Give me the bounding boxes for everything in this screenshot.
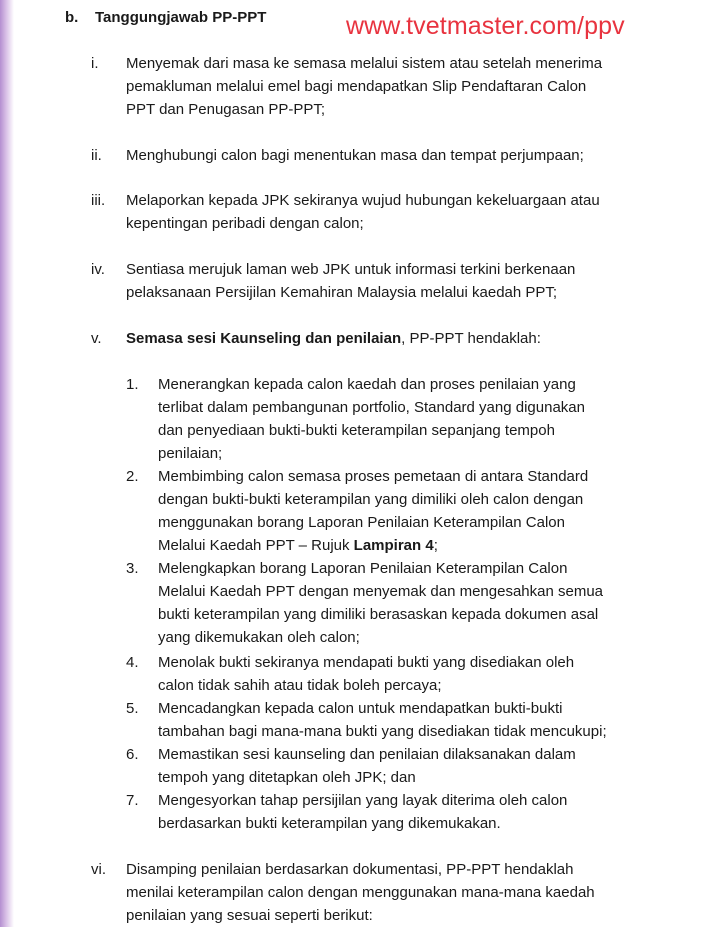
item-text: [126, 858, 651, 927]
subitem-number: 5.: [126, 700, 139, 717]
subitem-2: [126, 465, 656, 557]
text-line: kepentingan peribadi dengan calon;: [126, 215, 364, 232]
text-line: yang dikemukakan oleh calon;: [158, 629, 360, 646]
text-line: Membimbing calon semasa proses pemetaan di antara Standard: [158, 468, 589, 485]
text-line: tambahan bagi mana-mana bukti yang disediakan tidak mencukupi;: [158, 723, 607, 740]
text-line: menilai keterampilan calon dengan menggunakan mana-mana kaedah: [126, 884, 595, 901]
text-line: tempoh yang ditetapkan oleh JPK; dan: [158, 769, 416, 786]
item-text: [126, 52, 651, 121]
text-line: pelaksanaan Persijilan Kemahiran Malaysia melalui kaedah PPT;: [126, 284, 558, 301]
subitem-text: [158, 557, 656, 649]
subitem-text: [158, 789, 656, 835]
section-heading: [65, 9, 266, 26]
subitem-text: [158, 651, 656, 697]
item-iv: [91, 258, 651, 304]
subitem-text: [158, 373, 656, 465]
bold-lead: Semasa sesi Kaunseling dan penilaian: [126, 330, 402, 347]
subitem-number: 4.: [126, 654, 139, 671]
text-line: Melaporkan kepada JPK sekiranya wujud hubungan kekeluargaan atau: [126, 192, 600, 209]
item-number: v.: [91, 330, 102, 347]
text-line: Menerangkan kepada calon kaedah dan proses penilaian yang: [158, 376, 576, 393]
text-line: berdasarkan bukti keterampilan yang dikemukakan.: [158, 815, 501, 832]
item-text: [126, 144, 651, 167]
item-iii: [91, 189, 651, 235]
text-run: Melalui Kaedah PPT – Rujuk: [158, 537, 354, 554]
subitem-7: [126, 789, 656, 835]
item-ii: [91, 144, 651, 167]
watermark-url: www.tvetmaster.com/ppv: [346, 12, 625, 40]
text-line: Melengkapkan borang Laporan Penilaian Keterampilan Calon: [158, 560, 568, 577]
subitem-1: [126, 373, 656, 465]
text-line: bukti keterampilan yang dimiliki berasaskan kepada dokumen asal: [158, 606, 599, 623]
subitem-number: 7.: [126, 792, 139, 809]
subitem-text: [158, 743, 656, 789]
text-line: Mencadangkan kepada calon untuk mendapatkan bukti-bukti: [158, 700, 563, 717]
text-line: calon tidak sahih atau tidak boleh percaya;: [158, 677, 442, 694]
subitem-5: [126, 697, 656, 743]
item-number: vi.: [91, 861, 106, 878]
text-line: Melalui Kaedah PPT dengan menyemak dan mengesahkan semua: [158, 583, 604, 600]
text-line: [126, 327, 651, 350]
text-line: Sentiasa merujuk laman web JPK untuk informasi terkini berkenaan: [126, 261, 576, 278]
subitem-number: 6.: [126, 746, 139, 763]
text-line: pemakluman melalui emel bagi mendapatkan Slip Pendaftaran Calon: [126, 78, 587, 95]
subitem-number: 3.: [126, 560, 139, 577]
text-line: Mengesyorkan tahap persijilan yang layak diterima oleh calon: [158, 792, 568, 809]
item-vi: [91, 858, 651, 927]
item-v: [91, 327, 651, 350]
text-line: terlibat dalam pembangunan portfolio, Standard yang digunakan: [158, 399, 585, 416]
subitem-6: [126, 743, 656, 789]
item-text: [126, 327, 651, 350]
text-line: Menyemak dari masa ke semasa melalui sistem atau setelah menerima: [126, 55, 603, 72]
text-line: [158, 534, 656, 557]
text-line: Disamping penilaian berdasarkan dokumentasi, PP-PPT hendaklah: [126, 861, 574, 878]
item-text: [126, 258, 651, 304]
subitem-4: [126, 651, 656, 697]
document-page: [14, 0, 713, 924]
item-i: [91, 52, 651, 121]
text-line: penilaian yang sesuai seperti berikut:: [126, 907, 373, 924]
text-line: dengan bukti-bukti keterampilan yang dimiliki oleh calon dengan: [158, 491, 584, 508]
text-line: PPT dan Penugasan PP-PPT;: [126, 101, 326, 118]
subitem-number: 1.: [126, 376, 139, 393]
item-number: iii.: [91, 192, 106, 209]
text-line: penilaian;: [158, 445, 223, 462]
subitem-3: [126, 557, 656, 649]
subitem-number: 2.: [126, 468, 139, 485]
item-text: [126, 189, 651, 235]
section-title: Tanggungjawab PP-PPT: [95, 9, 267, 26]
appendix-ref: Lampiran 4: [353, 537, 434, 554]
item-number: iv.: [91, 261, 105, 278]
section-label: b.: [65, 9, 79, 26]
text-line: menggunakan borang Laporan Penilaian Keterampilan Calon: [158, 514, 565, 531]
item-number: ii.: [91, 147, 102, 164]
subitem-text: [158, 465, 656, 557]
text-line: Memastikan sesi kaunseling dan penilaian dilaksanakan dalam: [158, 746, 576, 763]
lead-rest: , PP-PPT hendaklah:: [401, 330, 541, 347]
text-line: dan penyediaan bukti-bukti keterampilan sepanjang tempoh: [158, 422, 555, 439]
item-number: i.: [91, 55, 99, 72]
text-run: ;: [433, 537, 438, 554]
subitem-text: [158, 697, 656, 743]
text-line: Menghubungi calon bagi menentukan masa dan tempat perjumpaan;: [126, 147, 584, 164]
text-line: Menolak bukti sekiranya mendapati bukti yang disediakan oleh: [158, 654, 575, 671]
